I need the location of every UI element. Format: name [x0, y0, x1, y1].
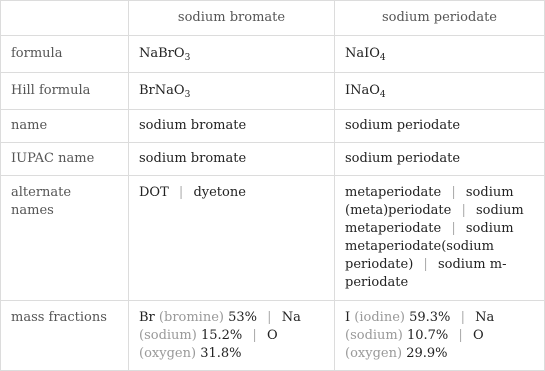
mass-fractions-sodium-bromate: [129, 301, 335, 371]
alternate-names-row: [1, 176, 545, 301]
alternate-name: metaperiodate: [345, 185, 442, 200]
alternate-names-sodium-periodate: [335, 176, 545, 301]
mass-fractions-sodium-periodate: [335, 301, 545, 371]
mass-fraction-value: 15.2%: [200, 328, 243, 343]
row-label-name: name: [1, 110, 129, 143]
formula-base: BrNaO: [139, 83, 185, 98]
element-symbol: Na: [475, 310, 495, 325]
header-row: [1, 1, 545, 36]
row-label-mass-fractions: mass fractions: [1, 301, 129, 371]
element-name: (iodine): [354, 310, 405, 325]
alternate-names-sodium-bromate: [129, 176, 335, 301]
name-sodium-periodate: sodium periodate: [335, 110, 545, 143]
element-name: (sodium): [345, 328, 403, 343]
alternate-name: DOT: [139, 185, 169, 200]
mass-fraction-value: 31.8%: [200, 346, 242, 361]
formula-subscript: 3: [184, 90, 191, 100]
formula-subscript: 3: [184, 53, 191, 63]
mass-fraction-value: 59.3%: [409, 310, 451, 325]
corner-cell: [1, 1, 129, 36]
element-name: (oxygen): [345, 346, 403, 361]
formula-sodium-periodate: [335, 36, 545, 73]
name-sodium-bromate: sodium bromate: [129, 110, 335, 143]
formula-base: NaIO: [345, 46, 380, 61]
formula-sodium-bromate: [129, 36, 335, 73]
alternate-name: sodium metaperiodate(sodium periodate): [345, 221, 514, 272]
separator: |: [423, 257, 428, 272]
row-label-iupac-name: IUPAC name: [1, 143, 129, 176]
separator: |: [267, 310, 272, 325]
hill-formula-sodium-periodate: [335, 73, 545, 110]
iupac-name-row: [1, 143, 545, 176]
element-symbol: O: [472, 328, 484, 343]
mass-fraction-value: 10.7%: [406, 328, 449, 343]
separator: |: [458, 328, 463, 343]
separator: |: [451, 185, 456, 200]
mass-fraction-value: 29.9%: [406, 346, 448, 361]
mass-fractions-row: [1, 301, 545, 371]
element-symbol: Br: [139, 310, 155, 325]
separator: |: [451, 221, 456, 236]
element-symbol: Na: [281, 310, 301, 325]
separator: |: [178, 185, 184, 200]
element-symbol: O: [266, 328, 278, 343]
hill-formula-row: [1, 73, 545, 110]
formula-subscript: 4: [379, 53, 386, 63]
mass-fraction-value: 53%: [228, 310, 258, 325]
iupac-name-sodium-bromate: sodium bromate: [129, 143, 335, 176]
separator: |: [460, 310, 465, 325]
element-symbol: I: [345, 310, 351, 325]
formula-subscript: 4: [379, 90, 386, 100]
row-label-alternate-names: alternate names: [1, 176, 129, 301]
column-header-sodium-periodate: sodium periodate: [335, 1, 545, 36]
alternate-name: sodium (meta)periodate: [345, 185, 514, 218]
formula-row: [1, 36, 545, 73]
alternate-name: sodium m-periodate: [345, 257, 507, 290]
alternate-name: dyetone: [193, 185, 246, 200]
column-header-sodium-bromate: sodium bromate: [129, 1, 335, 36]
separator: |: [461, 203, 466, 218]
element-name: (sodium): [139, 328, 197, 343]
formula-base: NaBrO: [139, 46, 185, 61]
alternate-name: sodium metaperiodate: [345, 203, 524, 236]
element-name: (bromine): [158, 310, 224, 325]
separator: |: [252, 328, 257, 343]
hill-formula-sodium-bromate: [129, 73, 335, 110]
row-label-hill-formula: Hill formula: [1, 73, 129, 110]
row-label-formula: formula: [1, 36, 129, 73]
formula-base: INaO: [345, 83, 380, 98]
iupac-name-sodium-periodate: sodium periodate: [335, 143, 545, 176]
element-name: (oxygen): [139, 346, 197, 361]
name-row: [1, 110, 545, 143]
